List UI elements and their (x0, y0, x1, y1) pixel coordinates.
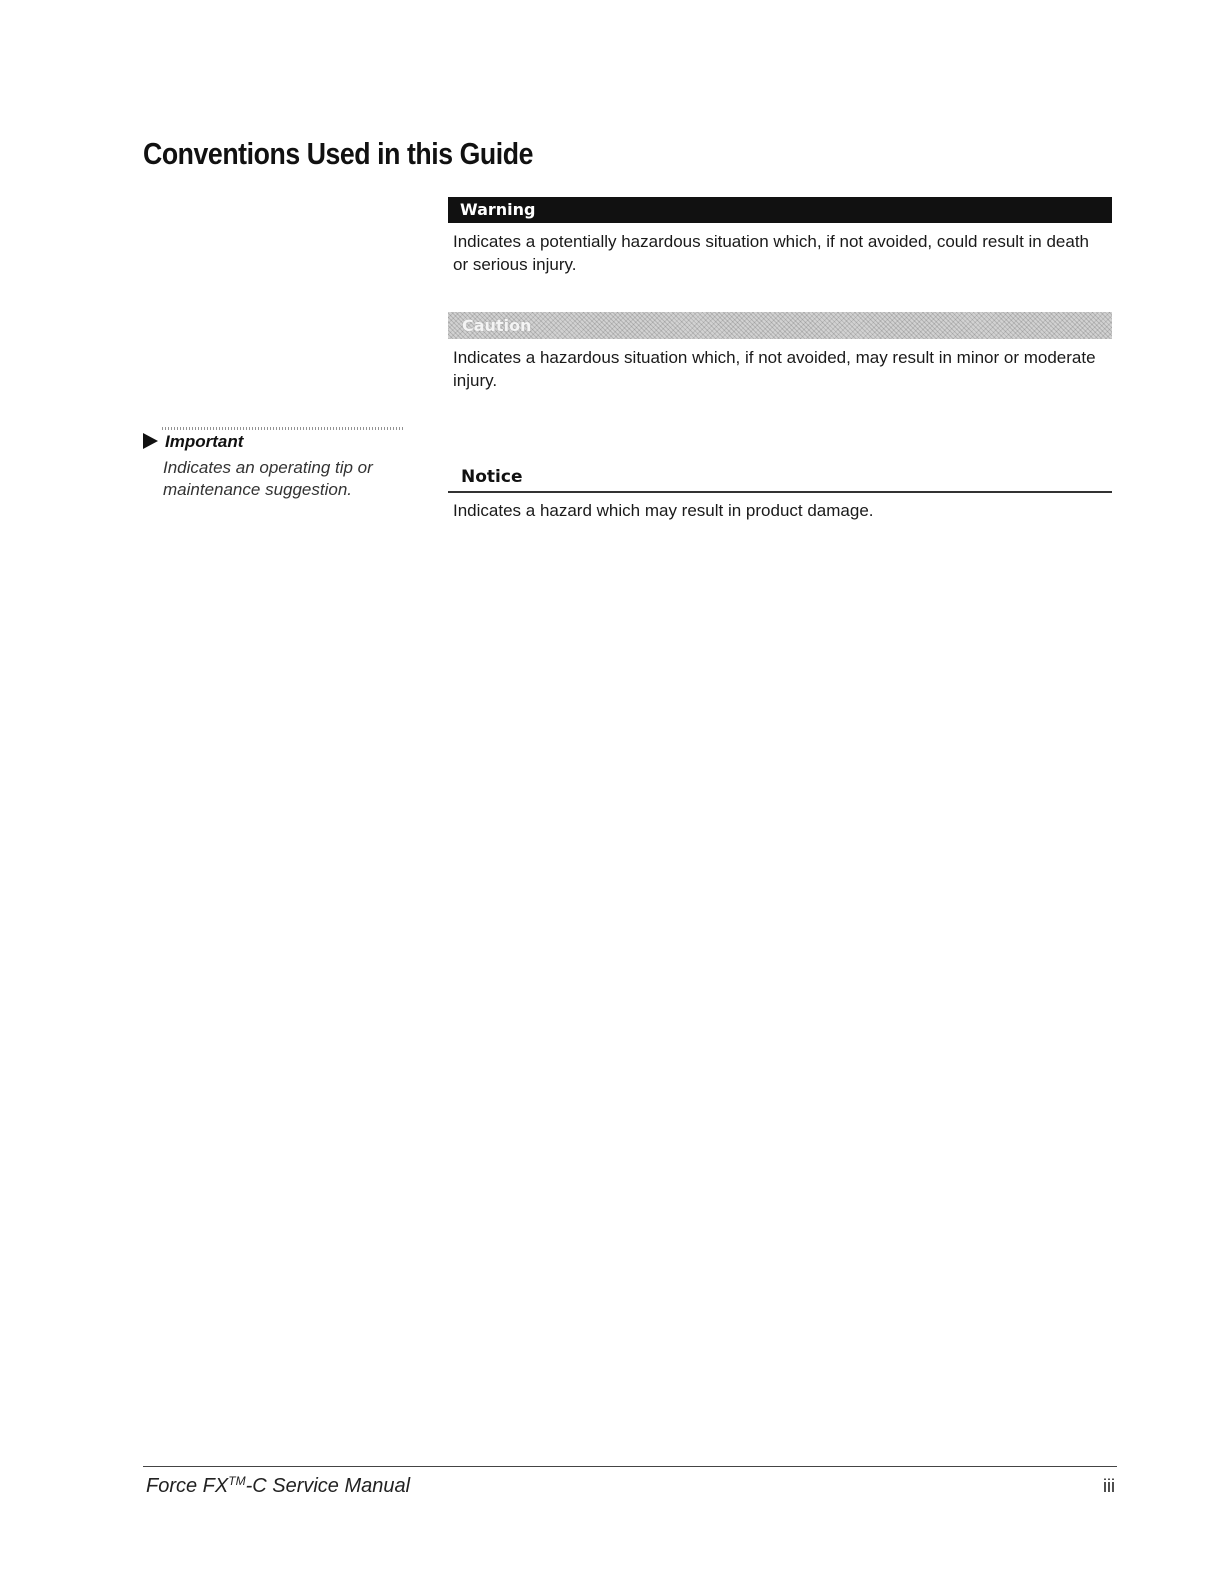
triangle-arrow-icon (143, 433, 158, 449)
warning-label: Warning (460, 200, 536, 219)
notice-divider (448, 491, 1112, 493)
important-label: Important (165, 432, 244, 451)
warning-description: Indicates a potentially hazardous situation which, if not avoided, could result in death or serious injury. (453, 232, 1090, 274)
page-number: iii (1103, 1476, 1115, 1496)
notice-description: Indicates a hazard which may result in product damage. (453, 501, 874, 520)
important-description: Indicates an operating tip or maintenance suggestion. (163, 458, 373, 499)
warning-banner (448, 197, 1112, 223)
caution-description: Indicates a hazardous situation which, if not avoided, may result in minor or moderate injury. (453, 348, 1096, 390)
footer-product-prefix: Force FX (146, 1475, 229, 1497)
footer-manual-title (146, 1474, 410, 1498)
footer-divider (143, 1466, 1117, 1467)
notice-label: Notice (461, 467, 523, 487)
caution-label: Caution (462, 316, 532, 335)
important-divider (162, 427, 404, 430)
caution-banner (448, 312, 1112, 339)
page-title: Conventions Used in this Guide (143, 136, 533, 171)
footer-product-suffix: -C Service Manual (245, 1475, 411, 1497)
footer-trademark: TM (228, 1474, 246, 1488)
